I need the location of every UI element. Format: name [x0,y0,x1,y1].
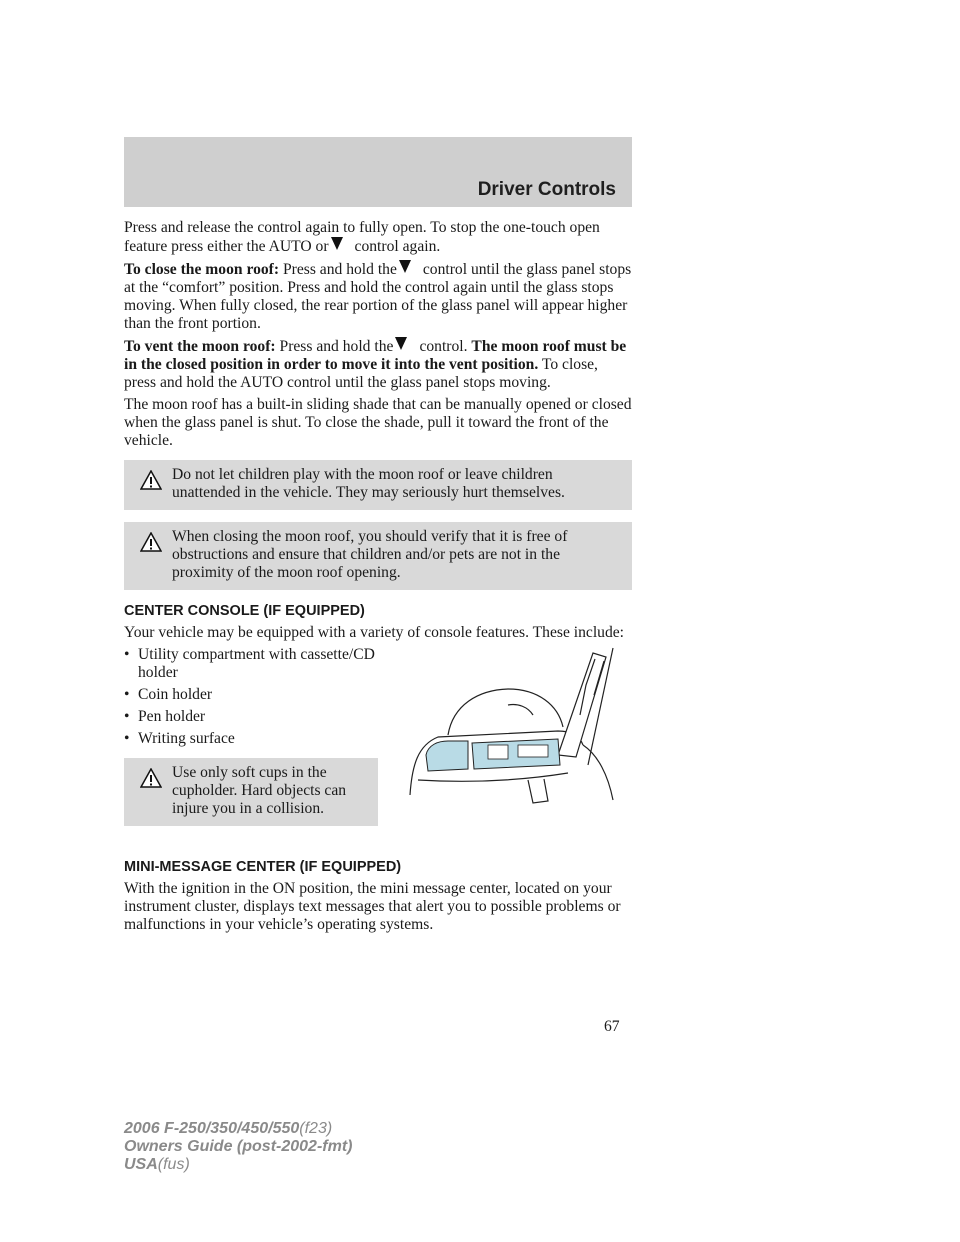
down-arrow-icon [395,337,407,350]
warning-text: Do not let children play with the moon roof or leave children unattended in the vehicle. They may seriously hurt themselves. [172,466,565,501]
list-item: • Pen holder [124,708,206,725]
down-arrow-icon [399,260,411,273]
warning-text: Use only soft cups in the cupholder. Hard objects can injure you in a collision. [172,764,347,817]
section-heading-console: CENTER CONSOLE (IF EQUIPPED) [124,603,365,619]
warning-text: When closing the moon roof, you should verify that it is free of obstructions and ensure that children and/or pets are not in the proximity of the moon roof opening. [172,528,568,581]
warning-box [124,522,632,590]
paragraph-console-intro: Your vehicle may be equipped with a variety of console features. These include: [124,624,625,641]
warning-icon [140,768,162,788]
paragraph-shade: The moon roof has a built-in sliding shade that can be manually opened or closed when the glass panel is shut. To close the shade, pull it toward the front of the vehicle. [124,396,632,449]
list-item: • Writing surface [124,730,235,747]
section-title: Driver Controls [477,179,616,200]
down-arrow-icon [331,237,343,250]
paragraph-one-touch: Press and release the control again to fully open. To stop the one-touch open feature press either the AUTO or control again. [124,219,600,255]
paragraph-mini-message: With the ignition in the ON position, the mini message center, located on your instrument cluster, displays text messages that alert you to possible problems or malfunctions in your vehicle’s operating systems. [124,880,621,933]
list-item: • Utility compartment with cassette/CD holder [124,646,375,681]
warning-icon [140,532,162,552]
warning-box [124,460,632,510]
center-console-illustration [408,645,623,805]
page-content [124,219,632,938]
paragraph-close: To close the moon roof: Press and hold the control until the glass panel stops at the “comfort” position. Press and hold the control again until the glass stops moving. When fully closed, the rear portion of the glass panel will appear higher than the front portion. [124,261,632,332]
document-footer: 2006 F-250/350/450/550(f23) Owners Guide (post-2002-fmt) USA(fus) [124,1120,353,1173]
page-number: 67 [604,1018,620,1035]
header-bar [124,137,632,207]
section-heading-mini-message: MINI-MESSAGE CENTER (IF EQUIPPED) [124,859,402,875]
paragraph-vent: To vent the moon roof: Press and hold the control. The moon roof must be in the closed position in order to move it into the vent position. To close, press and hold the AUTO control until the glass panel stops moving. [124,338,627,391]
warning-icon [140,470,162,490]
list-item: • Coin holder [124,686,213,703]
warning-box-cupholder [124,758,378,826]
